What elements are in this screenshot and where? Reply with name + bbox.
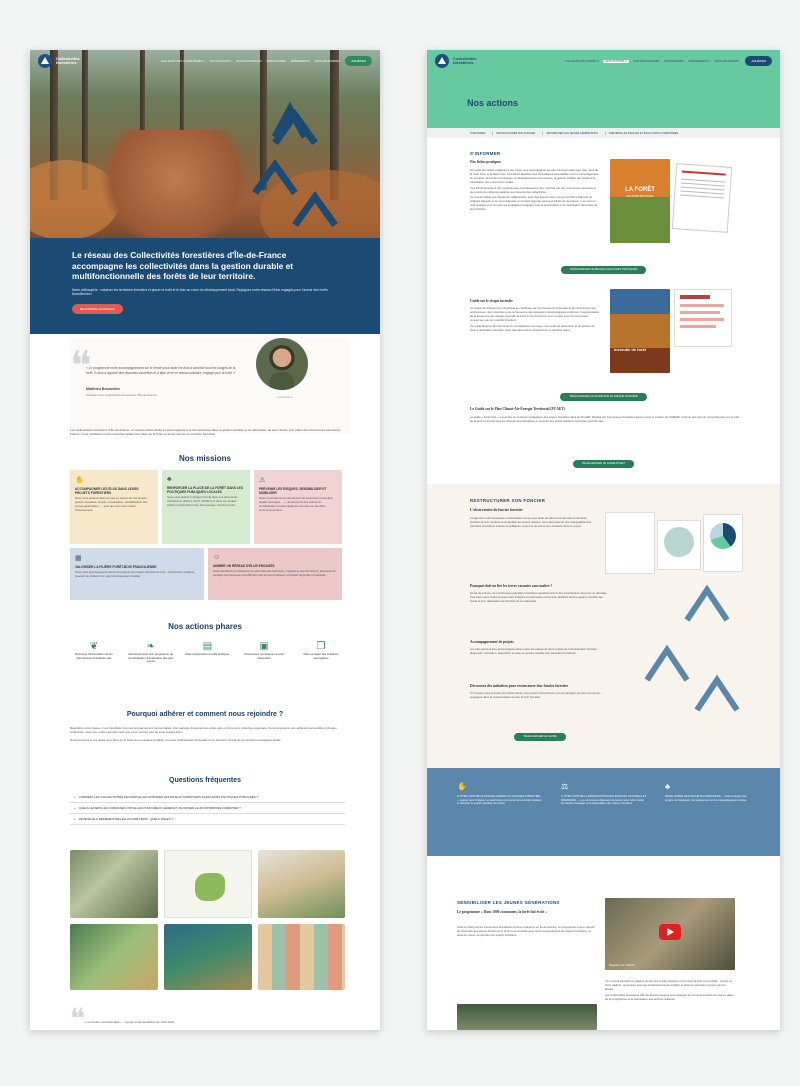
chevron-decoration-icon bbox=[235, 95, 355, 235]
mission-card[interactable]: ☺ ANIMER UN RÉSEAU D'ÉLUS ENGAGÉS Nous identifions et valorisons les élus référents forêt-bois, organisons des formations, favorisons le partage d'expériences et la diffusion des bonnes pratiques à l'échelle régionale et nationale. bbox=[208, 548, 342, 600]
intro-text: Les Collectivités forestières d'Île-de-France, un réseau d'élus dédié à l'accompagnement des territoires dans la gestion durable et la valorisation de leurs forêts. Aux côtés des Communes forestières France, nous mobilisons notre expertise locale pour faire de la forêt un atout concret du territoire francilien. bbox=[70, 428, 341, 437]
phare-item[interactable]: ▣ Ressources numériques à votre disposition bbox=[240, 640, 288, 672]
bluebar-item: ♣ DÉVELOPPER DES PROJETS FORESTIERS — Faire émerger des projets de boisement, de reboisement et de renouvellement forestier. bbox=[665, 782, 751, 802]
cards-icon: ❐ bbox=[316, 641, 326, 652]
class-photo[interactable] bbox=[457, 1004, 597, 1030]
download-fire-guide-button[interactable]: TÉLÉCHARGER LE GUIDE SUR LE RISQUE INCENDIE bbox=[560, 393, 647, 401]
foncier-actions-bar bbox=[427, 768, 780, 856]
bluebar-item: ✋ LUTTER CONTRE LE MORCELLEMENT DU FONCIER FORESTIER — Agréer pour l'intégrer au patrimoine communal les parcelles boisées et favoriser la gestion durable des forêts. bbox=[457, 782, 542, 806]
site-logo[interactable]: Collectivités forestières bbox=[435, 54, 487, 68]
gallery-photo[interactable] bbox=[70, 850, 158, 918]
nav-item-actions[interactable]: NOS ACTIONS ▾ bbox=[605, 59, 627, 63]
section-foncier: RESTRUCTURER SON FONCIER L'observatoire du foncier forestier Il s'agit d'un outil numérique et d'animation conçu pour aider les élus à comprendre la structure foncière de leur territoire et à identifier les leviers d'action. Cet outil présente une cartographie des parcelles forestières privées et publiques et permet de suivre leur évolution dans le temps. Pourquoi doit-on lier les terres vacantes sans maître ? En Île-de-France, de nombreuses parcelles forestières appartiennent à des propriétaires inconnus ou décédés. Ces biens sans maître peuvent être intégrés au patrimoine communal, facilitant ainsi la gestion durable des forêts et leur valorisation au bénéfice de la collectivité. Accompagnement de projets Les élus peuvent être accompagnés dans toutes les étapes de leurs projets de restructuration foncière : diagnostic, animation, acquisition et mise en gestion durable des parcelles forestières. Découvrez des initiatives pour restructurer leur foncier forestier À l'occasion des journées de l'observatoire, des retours d'expérience ont été partagés par des communes engagées dans la restructuration de leur foncier forestier. TÉLÉCHARGER LE GUIDE bbox=[427, 484, 780, 768]
hero-lead: Notre philosophie : valoriser les territoires forestiers et placer la forêt et le bois au cœur du développement local. Rejoignez notre réseau d'élus engagés pour l'avenir des forêts franciliennes ! bbox=[72, 287, 328, 297]
quote-mark-icon: ❝ bbox=[70, 1004, 86, 1030]
gallery-photo[interactable] bbox=[164, 850, 252, 918]
chart-preview-image[interactable] bbox=[703, 514, 743, 572]
join-title: Pourquoi adhérer et comment nous rejoindre ? bbox=[126, 711, 284, 718]
phares-title: Nos actions phares bbox=[168, 622, 242, 631]
play-icon[interactable] bbox=[659, 924, 681, 940]
top-nav bbox=[30, 50, 380, 72]
download-pcaet-button[interactable]: TÉLÉCHARGER LE GUIDE PCAET bbox=[573, 460, 634, 468]
report-preview-image[interactable] bbox=[605, 512, 655, 574]
join-network-button[interactable]: REJOINDRE LE RÉSEAU bbox=[72, 304, 123, 314]
page-title: Nos actions bbox=[467, 98, 519, 108]
top-nav bbox=[427, 50, 780, 72]
quote-role: Président des Collectivités forestières d'Île-de-France bbox=[86, 393, 157, 397]
faq-item[interactable]: + DEVENIR ÉLU RÉFÉRENT DES ÉLUS FORÊT-BOIS : QUELS RÔLES ? bbox=[70, 814, 345, 825]
tree-icon: ♣ bbox=[665, 782, 671, 791]
nav-item-ressources[interactable]: NOS RESSOURCES bbox=[633, 59, 660, 63]
mission-card[interactable]: ▦ VALORISER LA FILIÈRE FORÊT-BOIS FRANCILIENNE Nous vous accompagnons dans l'émergence de projets valorisant le bois : construction publique, réseaux de chaleur bois, approvisionnement durable. bbox=[70, 548, 204, 600]
adherer-button[interactable]: ADHÉRER bbox=[745, 56, 772, 66]
nav-item-partenaires[interactable]: PARTENAIRES bbox=[266, 59, 286, 63]
bottom-quote-text: « Les forêts c'est plus était » - repose et les bénéfices de votre forêt bbox=[84, 1020, 174, 1024]
nav-item-collectivites[interactable]: COLLECTIVITÉS FORESTIÈRES ▾ bbox=[160, 59, 205, 63]
plus-icon: + bbox=[74, 817, 76, 821]
phare-item[interactable]: ❦ Réunions d'information sur les thématiques forestières clés bbox=[70, 640, 118, 672]
homepage-mockup bbox=[30, 50, 380, 1030]
nav-item-ressources[interactable]: NOS RESSOURCES bbox=[235, 59, 262, 63]
informer-text: Ce guide des fiches pratiques a été conçu pour accompagner les élus forestiers dans leur rôle : droit de la forêt, bois, et la filière bois. Ces fiches abordent des thématiques essentielles comme l'aménagement du territoire, la fonction écologique, le développement économique, la gestion durable des forêts et la valorisation des ressources locales. Ces fiches proposent une synthèse des connaissances clés, enrichie par des ressources concrètes et des points de référence adaptés aux besoins des collectivités. Ce recueil reflète une démarche collaborative, avec des acteurs-clés comme les Parcs Naturels du Gâtinais français et du Vexin français, le Conseil régional, ainsi que Fibois Île-de-France. Il se veut un outil pratique pour les élus qui souhaitent s'engager pour la préservation et la valorisation des forêts de leur territoire. bbox=[470, 168, 599, 212]
download-fiches-button[interactable]: TÉLÉCHARGER LE RECUEIL DE FICHES PRATIQUES bbox=[561, 266, 647, 274]
plus-icon: + bbox=[74, 795, 76, 799]
gallery-photo[interactable] bbox=[258, 850, 345, 918]
faq-item[interactable]: + QUELS LEVIERS LES COMMUNES ONT-ELLES POUR MIEUX GÉRER ET VALORISER LEUR PATRIMOINE FORESTIER ? bbox=[70, 803, 345, 814]
handshake-icon: ✋ bbox=[75, 477, 84, 484]
phare-item[interactable]: ❐ Mise en avant des initiatives exemplaires bbox=[297, 640, 345, 672]
sheet-preview-image[interactable] bbox=[672, 163, 732, 233]
section-jeunes: SENSIBILISER LES JEUNES GÉNÉRATIONS Le programme « Dans 1000 communes, la forêt fait école » Initié en 2019 par les Communes forestières France et déployé en Île-de-France, ce programme a pour objectif de permettre aux élèves de découvrir la forêt communale avec leurs enseignants et les acteurs forestiers, et ainsi de mieux comprendre les enjeux forestiers. Regarder sur YouTube Ce concept éducatif se pratique durant une année scolaire en lien avec la forêt communale : sorties en forêt, ateliers, rencontres avec les professionnels de la filière et actions concrètes menées par les élèves. Les Collectivités forestières d'Île-de-France peuvent accompagner les communes dans la mise en place de ce programme et la valorisation des actions réalisées. bbox=[427, 856, 780, 1030]
nav-item-evenements[interactable]: ÉVÉNEMENTS ▾ bbox=[688, 59, 710, 63]
tab-jeunes[interactable]: SENSIBILISER LES JEUNES GÉNÉRATIONS bbox=[542, 132, 601, 135]
quote-author: Matthieu Beicamilre bbox=[86, 387, 120, 391]
faq-item[interactable]: + COMMENT LES COLLECTIVITÉS PEUVENT-ELLES INTÉGRER LES ENJEUX FORESTIERS DANS LEURS POLITIQUES PUBLIQUES ? bbox=[70, 792, 345, 803]
gallery-photo[interactable] bbox=[70, 924, 158, 990]
phares-row bbox=[70, 640, 345, 672]
logo-icon bbox=[38, 54, 52, 68]
plus-icon: + bbox=[74, 806, 76, 810]
mission-card[interactable]: ⚠ PRÉVENIR LES RISQUES, SENSIBILISER ET MOBILISER Nous construisons les démarches de prévention (incendies, dégâts sauvages, …), développons des actions de sensibilisation et accompagnons les élus sur les défis environnementaux. bbox=[254, 470, 342, 544]
bird-icon: ❧ bbox=[146, 641, 155, 652]
chevron-decoration-icon bbox=[637, 580, 747, 730]
hero-image bbox=[30, 50, 380, 238]
photo-gallery bbox=[70, 850, 345, 1020]
president-quote bbox=[70, 338, 350, 434]
wood-icon: ▦ bbox=[75, 555, 82, 562]
people-icon: ☺ bbox=[213, 554, 221, 561]
logo-icon bbox=[435, 54, 449, 68]
nav-item-rejoindre[interactable]: NOUS REJOINDRE bbox=[314, 59, 340, 63]
bluebar-item: ⚖ LUTTER CONTRE LA DÉGRADATION DES ESPACES NATURELS ET DÉGRADÉS — Les communes disposent de leviers pour lutter contre les dépôts sauvages et la dégradation des milieux forestiers. bbox=[561, 782, 647, 806]
tab-foncier[interactable]: RESTRUCTURER SON FONCIER bbox=[492, 132, 538, 135]
gallery-photo[interactable] bbox=[258, 924, 345, 990]
phare-item[interactable]: ▤ Mise à disposition d'outils pratiques bbox=[184, 640, 232, 672]
adherer-button[interactable]: ADHÉRER bbox=[345, 56, 372, 66]
gallery-photo[interactable] bbox=[164, 924, 252, 990]
mission-card[interactable]: ♣ RENFORCER LA PLACE DE LA FORÊT DANS LES POLITIQUES PUBLIQUES LOCALES Nous vous aidons à intégrer la forêt dans vos documents d'urbanisme (PLU(i), SCoT, PCAET) et dans vos projets publics (construction bois, bois-énergie, circuits courts). bbox=[162, 470, 250, 544]
sprout-icon: ❦ bbox=[89, 641, 99, 652]
fire-guide-cover-image[interactable]: Incendie de forêt bbox=[610, 289, 670, 373]
nav-item-actions[interactable]: NOS ACTIONS ▾ bbox=[209, 59, 231, 63]
section-informer: S'INFORMER Nos fiches pratiques Ce guide des fiches pratiques a été conçu pour accompagner les élus forestiers dans leur rôle : droit de la forêt, bois, et la filière bois. Ces fiches abordent des thématiques essentielles comme l'aménagement du territoire, la fonction écologique, le développement économique, la gestion durable des forêts et la valorisation des ressources locales. Ces fiches proposent une synthèse des connaissances clés, enrichie par des ressources concrètes et des points de référence adaptés aux besoins des collectivités. Ce recueil reflète une démarche collaborative, avec des acteurs-clés comme les Parcs Naturels du Gâtinais français et du Vexin français, le Conseil régional, ainsi que Fibois Île-de-France. Il se veut un outil pratique pour les élus qui souhaitent s'engager pour la préservation et la valorisation des forêts de leur territoire. LA FORÊT EN FICHES PRATIQUES TÉLÉCHARGER LE RECUEIL DE FICHES PRATIQUES Guide sur le risque incendie Le risque de changement climatique se manifeste par une hausse de l'intensité et de l'occurrence des sécheresses, des incendies et de la fréquence des épisodes météorologiques extrêmes. L'augmentation de la fréquence des risques incendie de forêt en Île-de-France est un enjeu pour les communes concernées par les massifs forestiers. Ce guide apporte des éléments de connaissance du risque, des outils de prévention et de gestion de crise à destination des élus, ainsi que des retours d'expérience et contacts utiles. Incendie de forêt TÉLÉCHARGER LE GUIDE SUR LE RISQUE INCENDIE Le Guide sur le Plan Climat-Air-Énergie Territorial (PCAET) Le guide « Forêt bois » a pour but de renforcer l'intégration des enjeux forestiers dans les PCAET. Réalisé par Communes forestières France avec le soutien de l'ADEME, il donne des clés de compréhension sur le rôle de la forêt et du bois face au changement climatique et propose des pistes d'actions concrètes pour les élus. TÉLÉCHARGER LE GUIDE PCAET bbox=[427, 145, 780, 485]
hero-title: Le réseau des Collectivités forestières d'Île-de-France accompagne les collectivités dans la gestion durable et multifonctionnelle des forêts de leur territoire. bbox=[72, 250, 294, 281]
map-preview-image[interactable] bbox=[657, 520, 701, 570]
quote-mark-icon: ❝ bbox=[70, 343, 92, 388]
hero-banner bbox=[30, 238, 380, 334]
quote-text: « Le programme notre accompagnement sur le terrain pour aider les élus à concilier tous les usages de la forêt. Il nous a apporté des réponses concrètes et à faire vivre un réseau solidaire, engagé pour la forêt. » bbox=[86, 366, 236, 375]
phare-item[interactable]: ❧ Développement d'un programme de sensibilisation à destination des plus jeunes bbox=[128, 641, 174, 664]
video-player[interactable]: Regarder sur YouTube bbox=[605, 898, 735, 970]
site-logo[interactable]: Collectivités forestières bbox=[38, 54, 90, 68]
avatar bbox=[256, 338, 308, 390]
nav-item-rejoindre[interactable]: NOUS REJOINDRE bbox=[714, 59, 740, 63]
document-icon: ▤ bbox=[202, 641, 213, 652]
tab-risques[interactable]: PRÉVENIR LES RISQUES ET ÉVOLUTIONS FORESTIÈRES bbox=[605, 132, 681, 135]
missions-title: Nos missions bbox=[178, 454, 231, 463]
book-cover-image[interactable]: LA FORÊT EN FICHES PRATIQUES bbox=[610, 159, 670, 243]
section-tabs bbox=[427, 128, 780, 138]
tab-informer[interactable]: S'INFORMER bbox=[470, 131, 486, 135]
faq-title: Questions fréquentes bbox=[169, 777, 241, 784]
actions-page-mockup bbox=[427, 50, 780, 1030]
nav-item-collectivites[interactable]: COLLECTIVITÉS FORÊT ▾ bbox=[564, 59, 599, 63]
nav-item-evenements[interactable]: ÉVÉNEMENTS bbox=[290, 59, 310, 63]
avatar-caption: Les Présidents bbox=[277, 396, 293, 399]
faq-list bbox=[70, 792, 345, 825]
calendar-icon: ▣ bbox=[259, 641, 269, 652]
join-text: Rejoindre notre réseau, c'est bénéficier d'un accompagnement personnalisé, d'un partage d'expériences entre élus et d'une voix collective régionale. Nous proposons une adhésion accessible à chaque collectivité, avec des outils opérationnels que vous mettrez tout de suite à disposition. Nous sommes à vos côtés pour faire de la forêt une ressource durable, un levier d'attractivité territoriale et un élément central de la transition écologique locale. bbox=[70, 726, 337, 742]
download-foncier-guide-button[interactable]: TÉLÉCHARGER LE GUIDE bbox=[514, 733, 565, 741]
handshake-icon: ✋ bbox=[457, 782, 467, 791]
shield-icon: ⚠ bbox=[259, 477, 266, 484]
scales-icon: ⚖ bbox=[561, 782, 569, 791]
fire-guide-preview-image[interactable] bbox=[674, 289, 732, 347]
mission-card[interactable]: ✋ ACCOMPAGNER LES ÉLUS DANS LEURS PROJETS FORESTIERS Nous vous guidons dans la mise en œuvre de vos projets : gestion forestière, foncier, concertation, sensibilisation des jeunes générations, … quel que soit votre niveau d'avancement. bbox=[70, 470, 158, 544]
nav-item-partenaires[interactable]: PARTENAIRES bbox=[664, 59, 684, 63]
tree-icon: ♣ bbox=[167, 476, 172, 483]
